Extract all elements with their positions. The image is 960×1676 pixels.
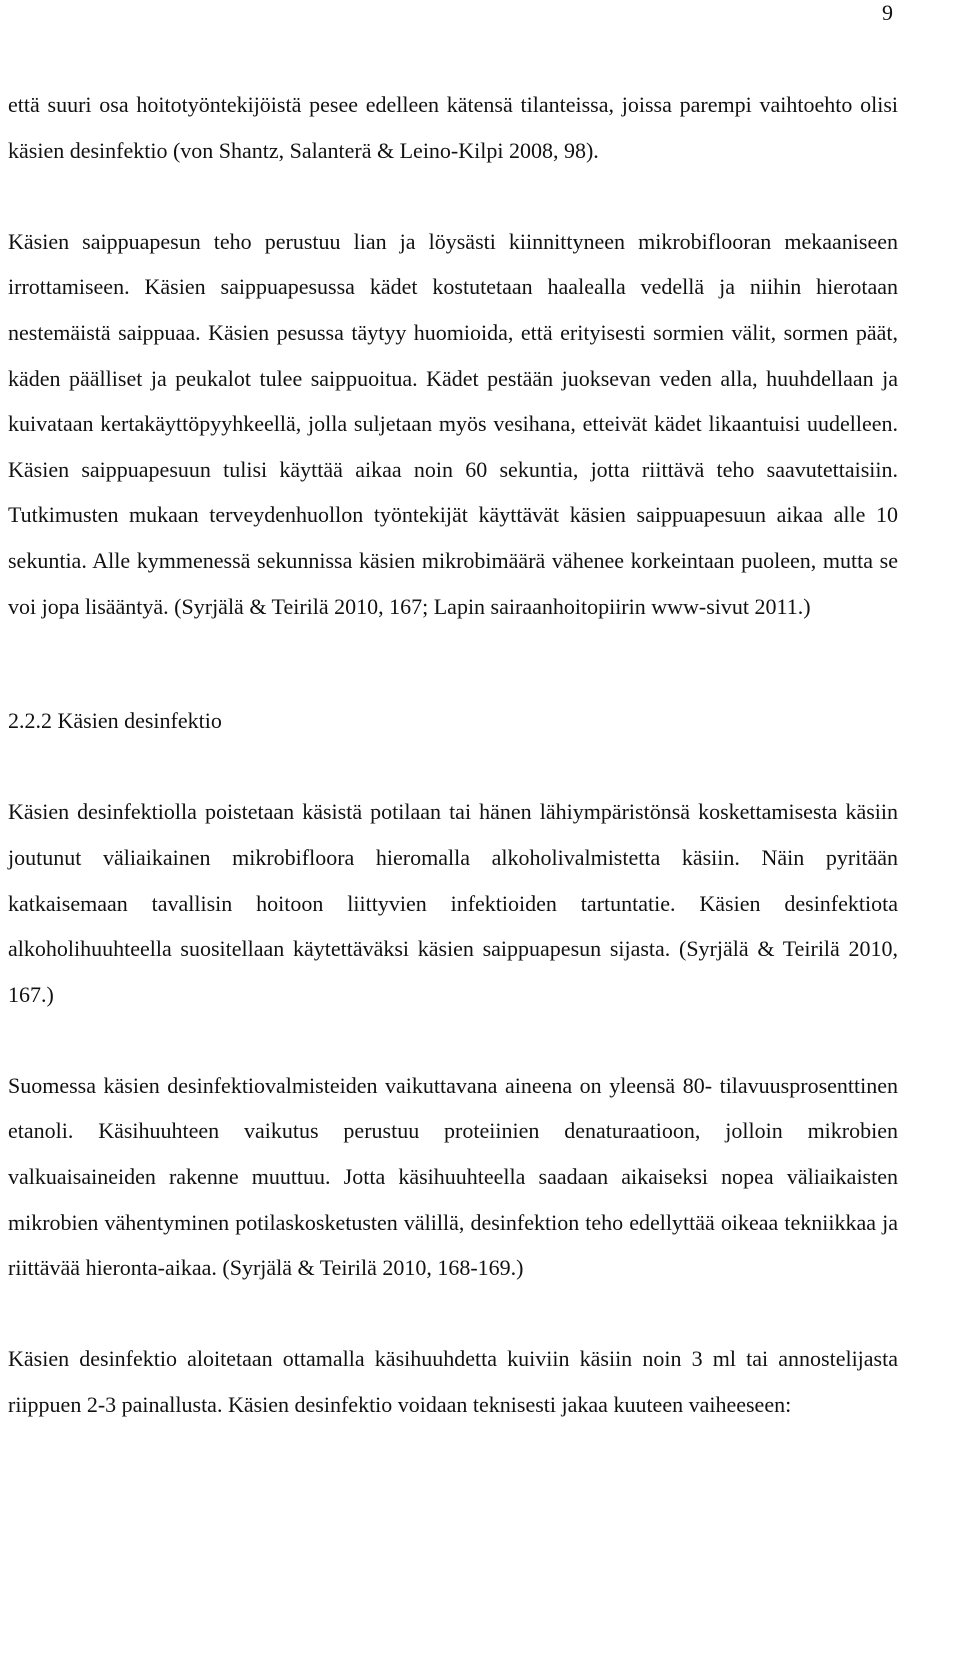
document-body xyxy=(8,82,898,1428)
section-heading-hand-disinfection: 2.2.2 Käsien desinfektio xyxy=(8,708,222,734)
paragraph-disinfectant-ethanol: Suomessa käsien desinfektiovalmisteiden vaikuttavana aineena on yleensä 80- tilavuusprosenttinen etanoli. Käsihuuhteen vaikutus perustuu proteiinien denaturaatioon, jolloin mikrobien valkuaisaineiden rakenne muuttuu. Jotta käsihuuhteella saadaan aikaiseksi nopea väliaikaisten mikrobien vähentyminen potilaskosketusten välillä, desinfektion teho edellyttää oikeaa tekniikkaa ja riittävää hieronta-aikaa. (Syrjälä & Teirilä 2010, 168-169.) xyxy=(8,1072,898,1281)
paragraph-disinfection-purpose: Käsien desinfektiolla poistetaan käsistä potilaan tai hänen lähiympäristönsä koskettamisesta käsiin joutunut väliaikainen mikrobifloora hieromalla alkoholivalmistetta käsiin. Näin pyritään katkaisemaan tavallisin hoitoon liittyvien infektioiden tartuntatie. Käsien desinfektiota alkoholihuuhteella suositellaan käytettäväksi käsien saippuapesun sijasta. (Syrjälä & Teirilä 2010, 167.) xyxy=(8,799,898,1007)
page-number: 9 xyxy=(882,0,893,25)
paragraph-soap-washing: Käsien saippuapesun teho perustuu lian ja löysästi kiinnittyneen mikrobiflooran mekaaniseen irrottamiseen. Käsien saippuapesussa kädet kostutetaan haalealla vedellä ja niihin hierotaan nestemäistä saippuaa. Käsien pesussa täytyy huomioida, että erityisesti sormien välit, sormen päät, käden päälliset ja peukalot tulee saippuoitua. Kädet pestään juoksevan veden alla, huuhdellaan ja kuivataan kertakäyttöpyyhkeellä, jolla suljetaan myös vesihana, etteivät kädet likaantuisi uudelleen. Käsien saippuapesuun tulisi käyttää aikaa noin 60 sekuntia, jotta riittävä teho saavutettaisiin. Tutkimusten mukaan terveydenhuollon työntekijät käyttävät käsien saippuapesuun aikaa alle 10 sekuntia. Alle kymmenessä sekunnissa käsien mikrobimäärä vähenee korkeintaan puoleen, mutta se voi jopa lisääntyä. (Syrjälä & Teirilä 2010, 167; Lapin sairaanhoitopiirin www-sivut 2011.) xyxy=(8,228,898,619)
paragraph-disinfection-steps: Käsien desinfektio aloitetaan ottamalla käsihuuhdetta kuiviin käsiin noin 3 ml tai annostelijasta riippuen 2-3 painallusta. Käsien desinfektio voidaan teknisesti jakaa kuuteen vaiheeseen: xyxy=(8,1346,898,1418)
paragraph-hand-washing-intro: että suuri osa hoitotyöntekijöistä pesee edelleen kätensä tilanteissa, joissa parempi vaihtoehto olisi käsien desinfektio (von Shantz, Salanterä & Leino-Kilpi 2008, 98). xyxy=(8,92,898,163)
